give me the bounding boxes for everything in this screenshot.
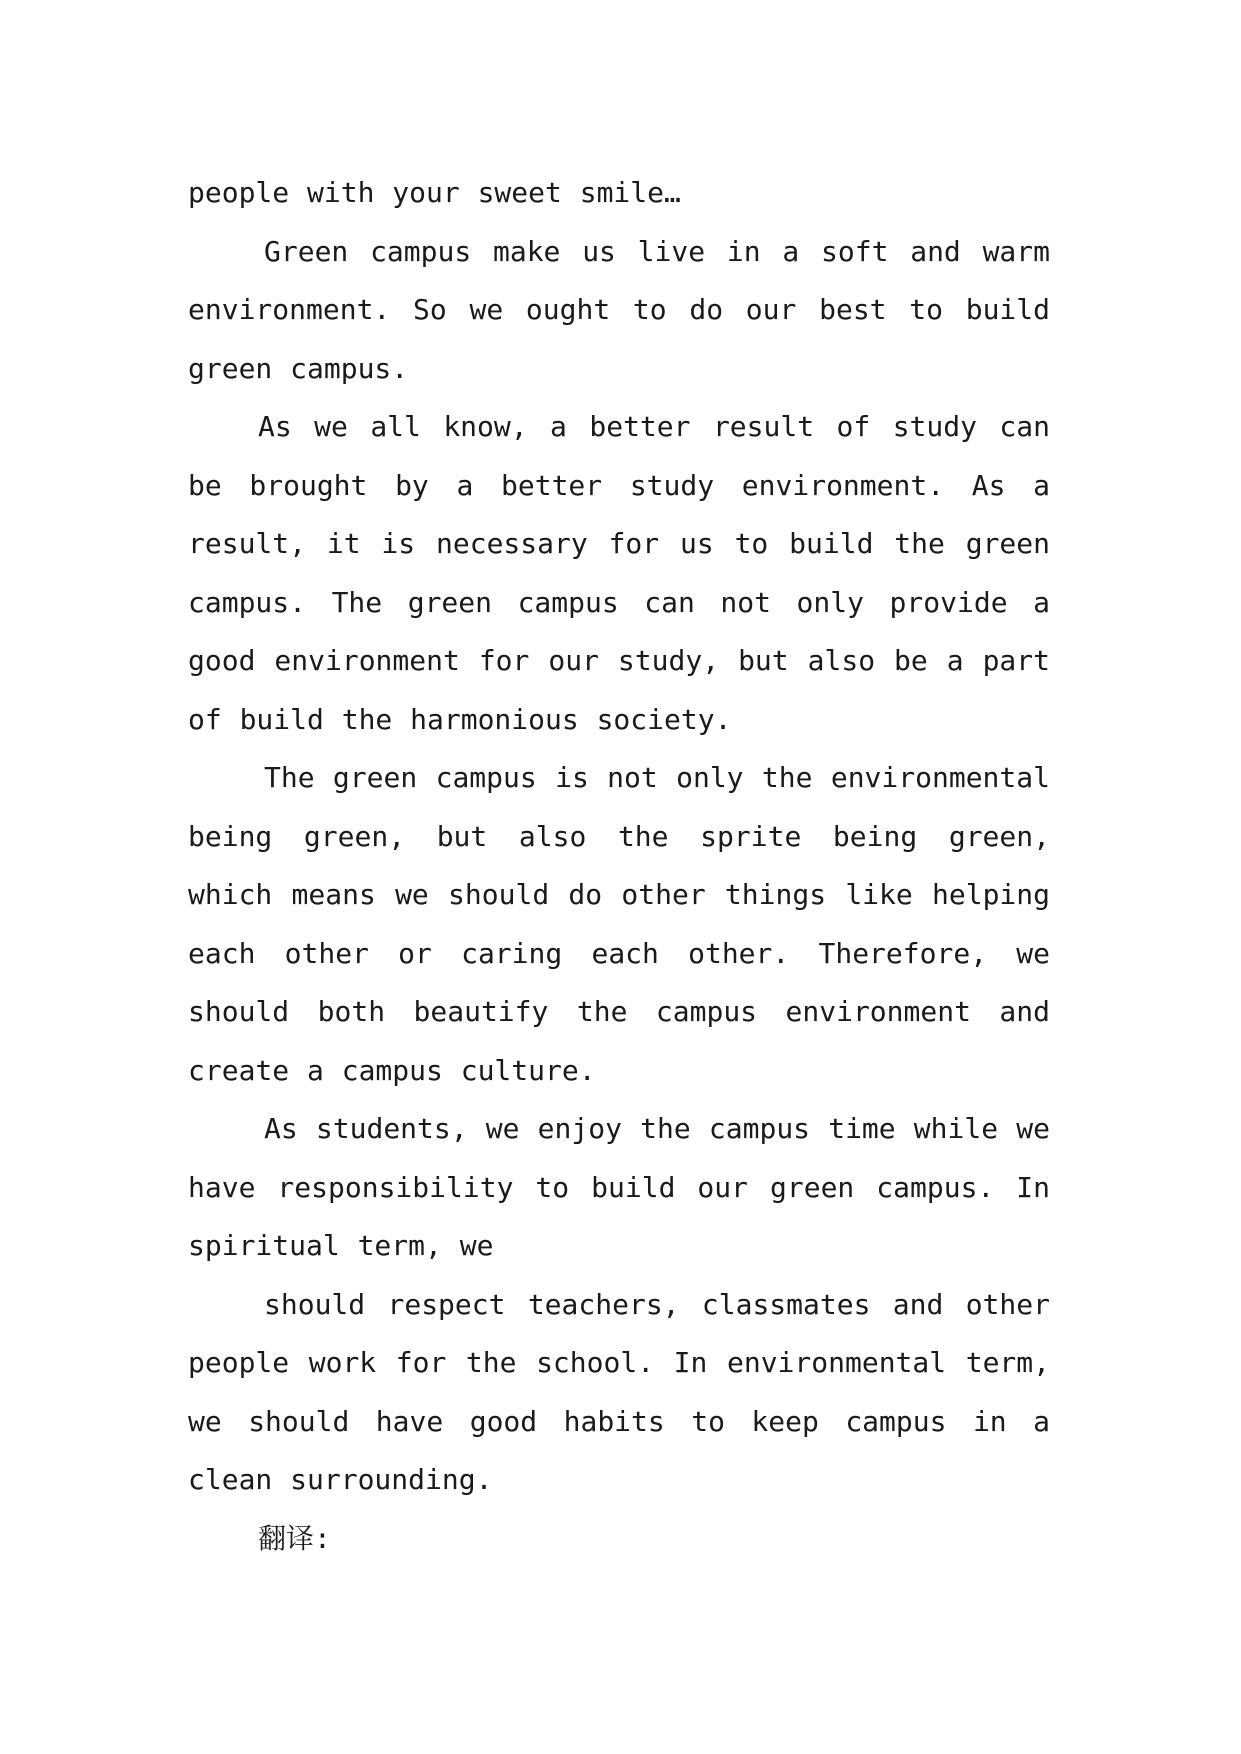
paragraph-green-spirit: The green campus is not only the environmental being green, but also the sprite being green, which means we should do other things like helping each other or caring each other. Therefore, we should both beautify the campus environment and create a campus culture. <box>188 761 1050 1087</box>
paragraph-students-responsibility: As students, we enjoy the campus time while we have responsibility to build our green campus. In spiritual term, we <box>188 1112 1050 1262</box>
paragraph-green-campus-intro: Green campus make us live in a soft and warm environment. So we ought to do our best to build green campus. <box>188 234 1050 385</box>
translation-heading: 翻译: <box>258 1521 331 1555</box>
paragraph-respect-and-habits: should respect teachers, classmates and other people work for the school. In environmental term, we should have good habits to keep campus in a clean surrounding. <box>188 1287 1050 1496</box>
paragraph-continuation: people with your sweet smile… <box>188 176 681 209</box>
document-body <box>188 164 1050 1568</box>
paragraph-study-environment: As we all know, a better result of study can be brought by a better study environment. As a result, it is necessary for us to build the green campus. The green campus can not only provide a good environment for our study, but also be a part of build the harmonious society. <box>188 410 1050 736</box>
